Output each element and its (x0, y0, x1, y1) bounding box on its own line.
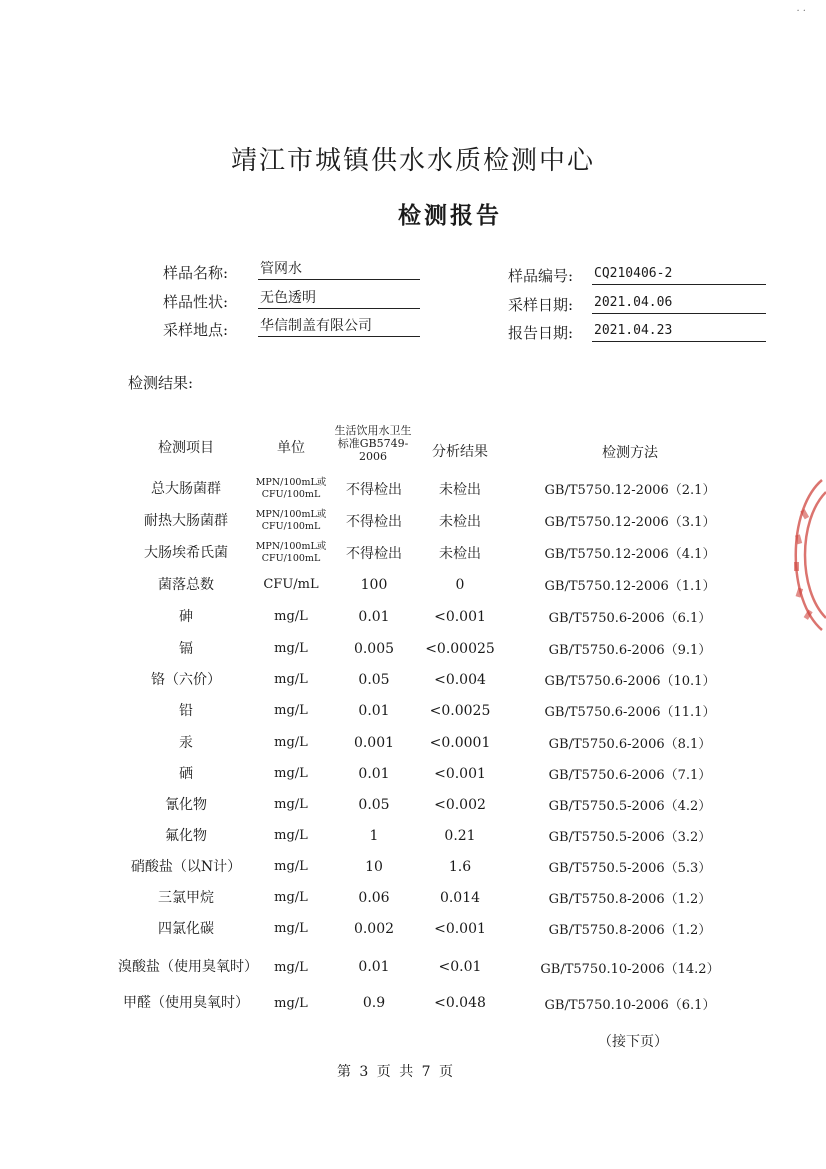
method-cell: GB/T5750.6-2006（11.1） (544, 705, 716, 720)
method-cell: GB/T5750.6-2006（6.1） (548, 611, 712, 626)
item-cell: 硝酸盐（以N计） (130, 858, 242, 875)
stamp-icon (782, 470, 826, 640)
sampling-location-value: 华信制盖有限公司 (258, 316, 420, 337)
result-cell: <0.0001 (429, 734, 491, 751)
limit-cell: 0.01 (358, 702, 390, 719)
sample-name-label: 样品名称: (163, 264, 229, 282)
result-cell: <0.01 (438, 959, 482, 975)
unit-cell: MPN/100mL或CFU/100mL (255, 508, 327, 532)
sample-property-value: 无色透明 (258, 288, 420, 309)
unit-cell: mg/L (274, 797, 308, 812)
table-row (0, 601, 826, 632)
unit-cell: mg/L (274, 641, 308, 656)
header-item: 检测项目 (158, 440, 214, 456)
result-cell: <0.001 (434, 608, 486, 625)
method-cell: GB/T5750.6-2006（10.1） (544, 674, 716, 689)
table-row (0, 820, 826, 851)
table-row (0, 727, 826, 758)
results-label: 检测结果: (128, 374, 194, 392)
result-cell: <0.001 (434, 765, 486, 782)
table-row (0, 473, 826, 504)
unit-cell: mg/L (274, 703, 308, 718)
item-cell: 氰化物 (165, 796, 207, 813)
result-cell: 未检出 (439, 545, 481, 562)
method-cell: GB/T5750.12-2006（4.1） (544, 547, 716, 562)
unit-cell: mg/L (274, 672, 308, 687)
item-cell: 铅 (179, 702, 193, 719)
result-cell: <0.001 (434, 920, 486, 937)
table-row (0, 695, 826, 726)
method-cell: GB/T5750.12-2006（1.1） (544, 579, 716, 594)
method-cell: GB/T5750.6-2006（9.1） (548, 643, 712, 658)
unit-cell: CFU/mL (263, 577, 319, 592)
method-cell: GB/T5750.8-2006（1.2） (548, 892, 712, 907)
limit-cell: 不得检出 (346, 481, 402, 498)
table-row (0, 950, 826, 984)
sampling-date-label: 采样日期: (508, 296, 574, 314)
item-cell: 汞 (179, 734, 193, 751)
method-cell: GB/T5750.5-2006（5.3） (548, 861, 712, 876)
item-cell: 砷 (179, 608, 193, 625)
limit-cell: 0.06 (358, 889, 390, 906)
item-cell: 硒 (179, 765, 193, 782)
item-cell: 三氯甲烷 (158, 889, 214, 906)
header-limit: 生活饮用水卫生标准GB5749-2006 (334, 424, 412, 463)
unit-cell: mg/L (274, 890, 308, 905)
sampling-location-label: 采样地点: (163, 321, 229, 339)
report-date-value: 2021.04.23 (592, 321, 766, 342)
org-title: 靖江市城镇供水水质检测中心 (230, 146, 595, 176)
table-row (0, 758, 826, 789)
item-cell: 镉 (179, 640, 193, 657)
header-result: 分析结果 (432, 444, 488, 460)
limit-cell: 0.002 (353, 920, 395, 937)
item-cell: 四氯化碳 (158, 920, 214, 937)
table-row (0, 537, 826, 568)
limit-cell: 0.001 (353, 734, 395, 751)
limit-cell: 0.05 (358, 671, 390, 688)
report-date-label: 报告日期: (508, 324, 574, 342)
result-cell: 0 (455, 576, 465, 593)
limit-cell: 10 (365, 858, 383, 875)
item-cell: 氟化物 (165, 827, 207, 844)
table-row (0, 569, 826, 600)
unit-cell: mg/L (274, 828, 308, 843)
item-cell: 总大肠菌群 (151, 480, 221, 497)
unit-cell: mg/L (274, 859, 308, 874)
table-row (0, 986, 826, 1020)
limit-cell: 不得检出 (346, 545, 402, 562)
limit-cell: 0.01 (358, 959, 390, 975)
unit-cell: mg/L (274, 921, 308, 936)
limit-cell: 不得检出 (346, 513, 402, 530)
item-cell: 溴酸盐（使用臭氧时） (118, 959, 258, 975)
unit-cell: MPN/100mL或CFU/100mL (255, 476, 327, 500)
result-cell: 未检出 (439, 513, 481, 530)
method-cell: GB/T5750.12-2006（2.1） (544, 483, 716, 498)
unit-cell: MPN/100mL或CFU/100mL (255, 540, 327, 564)
unit-cell: mg/L (274, 735, 308, 750)
sample-property-label: 样品性状: (163, 293, 229, 311)
method-cell: GB/T5750.10-2006（14.2） (540, 961, 720, 977)
method-cell: GB/T5750.6-2006（7.1） (548, 768, 712, 783)
sampling-date-value: 2021.04.06 (592, 293, 766, 314)
header-unit: 单位 (277, 440, 305, 456)
item-cell: 耐热大肠菌群 (144, 512, 228, 529)
unit-cell: mg/L (274, 995, 308, 1011)
table-row (0, 913, 826, 944)
result-cell: <0.004 (434, 671, 486, 688)
header-method: 检测方法 (602, 445, 658, 461)
result-cell: <0.0025 (429, 702, 491, 719)
method-cell: GB/T5750.12-2006（3.1） (544, 515, 716, 530)
limit-cell: 100 (360, 576, 388, 593)
limit-cell: 1 (369, 827, 379, 844)
method-cell: GB/T5750.5-2006（4.2） (548, 799, 712, 814)
table-row (0, 789, 826, 820)
method-cell: GB/T5750.6-2006（8.1） (548, 737, 712, 752)
sample-id-label: 样品编号: (508, 267, 574, 285)
scan-mark: · · (796, 6, 806, 17)
result-cell: 未检出 (439, 481, 481, 498)
table-row (0, 882, 826, 913)
method-cell: GB/T5750.8-2006（1.2） (548, 923, 712, 938)
table-row (0, 633, 826, 664)
result-cell: <0.00025 (425, 640, 495, 657)
item-cell: 铬（六价） (151, 671, 221, 688)
table-row (0, 664, 826, 695)
limit-cell: 0.005 (353, 640, 395, 657)
unit-cell: mg/L (274, 959, 308, 975)
table-row (0, 851, 826, 882)
sample-name-value: 管网水 (258, 259, 420, 280)
limit-cell: 0.05 (358, 796, 390, 813)
result-cell: 1.6 (448, 858, 472, 875)
limit-cell: 0.9 (362, 995, 386, 1011)
unit-cell: mg/L (274, 609, 308, 624)
continue-note: （接下页） (598, 1034, 668, 1050)
table-row (0, 505, 826, 536)
sample-id-value: CQ210406-2 (592, 264, 766, 285)
method-cell: GB/T5750.10-2006（6.1） (544, 997, 716, 1013)
limit-cell: 0.01 (358, 608, 390, 625)
result-cell: 0.21 (444, 827, 476, 844)
page-number: 第 3 页 共 7 页 (336, 1064, 454, 1080)
result-cell: <0.002 (434, 796, 486, 813)
item-cell: 甲醛（使用臭氧时） (123, 995, 249, 1011)
report-title: 检测报告 (398, 202, 502, 229)
result-cell: <0.048 (434, 995, 486, 1011)
method-cell: GB/T5750.5-2006（3.2） (548, 830, 712, 845)
item-cell: 大肠埃希氏菌 (144, 544, 228, 561)
unit-cell: mg/L (274, 766, 308, 781)
result-cell: 0.014 (439, 889, 481, 906)
limit-cell: 0.01 (358, 765, 390, 782)
item-cell: 菌落总数 (158, 576, 214, 593)
